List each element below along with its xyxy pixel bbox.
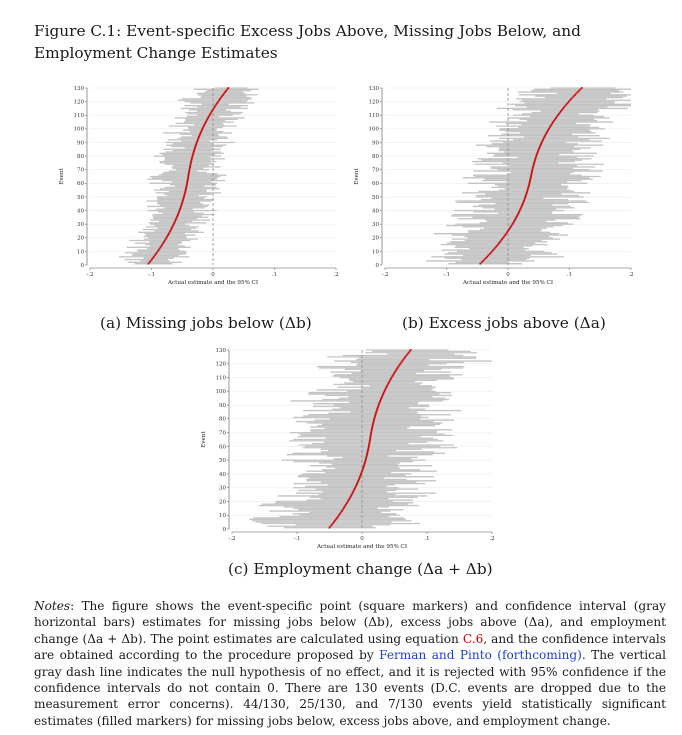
x-tick-label: -.1	[442, 272, 451, 278]
y-axis-label: Event	[201, 431, 207, 448]
y-tick-label: 10	[77, 249, 84, 256]
y-tick-label: 80	[372, 153, 379, 160]
x-tick-label: -.2	[86, 272, 94, 278]
y-tick-label: 110	[368, 113, 379, 120]
ci-bars	[426, 88, 631, 264]
x-tick-label: -.2	[228, 536, 236, 542]
y-axis-label: Event	[59, 168, 65, 185]
point-estimate-marker	[227, 87, 229, 89]
y-tick-label: 20	[372, 235, 379, 242]
x-tick-label: 0	[211, 272, 215, 278]
y-tick-label: 110	[215, 375, 226, 382]
y-tick-label: 130	[368, 85, 379, 92]
y-tick-label: 120	[73, 99, 84, 106]
x-axis-label: Actual estimate and the 95% CI	[167, 280, 259, 286]
y-axis-label: Event	[354, 168, 360, 185]
y-tick-label: 90	[372, 140, 379, 147]
y-tick-label: 0	[222, 526, 226, 533]
y-tick-label: 110	[73, 113, 84, 120]
notes-label: Notes	[34, 599, 71, 613]
y-tick-label: 70	[77, 167, 84, 174]
notes	[34, 598, 666, 729]
y-tick-label: 0	[80, 262, 84, 269]
y-tick-label: 80	[77, 153, 84, 160]
caption-a: (a) Missing jobs below (Δb)	[100, 314, 312, 332]
notes-text-1: : The figure shows the event-specific point (square markers) and confidence interval (gray horizontal bars) estimates for missing jobs below (Δb), excess jobs above (Δa), and employment change (Δa + Δb). The point estimates are calculated using equation	[34, 599, 666, 646]
y-tick-label: 40	[372, 208, 379, 215]
y-tick-label: 90	[219, 402, 226, 409]
notes-text-3: . The vertical gray dash line indicates the null hypothesis of no effect, and it is rejected with 95% confidence if the confidence intervals do not contain 0. There are 130 events (D.C. events are dropped due to the measurement error concerns). 44/130, 25/130, and 7/130 events yield statistically significant estimates (filled markers) for missing jobs below, excess jobs above, and employment change.	[34, 648, 666, 728]
y-tick-label: 40	[219, 471, 226, 478]
y-tick-label: 20	[219, 499, 226, 506]
y-tick-label: 20	[77, 235, 84, 242]
panel-c	[196, 344, 496, 551]
y-tick-label: 130	[73, 85, 84, 92]
x-axis-label: Actual estimate and the 95% CI	[316, 544, 408, 550]
x-tick-label: .2	[333, 272, 339, 278]
caption-c: (c) Employment change (Δa + Δb)	[228, 560, 493, 578]
x-tick-label: -.2	[381, 272, 389, 278]
y-tick-label: 30	[219, 485, 226, 492]
y-tick-label: 100	[368, 126, 379, 133]
y-tick-label: 100	[73, 126, 84, 133]
equation-link[interactable]: C.6	[462, 631, 484, 646]
panel-a	[54, 82, 340, 287]
y-tick-label: 50	[219, 458, 226, 465]
y-tick-label: 60	[77, 181, 84, 188]
x-tick-label: .2	[628, 272, 634, 278]
y-tick-label: 50	[77, 194, 84, 201]
x-tick-label: .2	[489, 536, 495, 542]
y-tick-label: 10	[219, 513, 226, 520]
chart-missing-jobs-below	[54, 82, 340, 287]
y-tick-label: 10	[372, 249, 379, 256]
x-tick-label: .1	[566, 272, 573, 278]
y-tick-label: 30	[372, 222, 379, 229]
x-tick-label: .1	[271, 272, 278, 278]
point-estimate-marker	[581, 87, 583, 89]
caption-b: (b) Excess jobs above (Δa)	[402, 314, 606, 332]
y-tick-label: 40	[77, 208, 84, 215]
y-tick-label: 60	[372, 181, 379, 188]
x-tick-label: 0	[360, 536, 364, 542]
point-estimate-marker	[410, 349, 412, 351]
x-tick-label: .1	[424, 536, 430, 542]
notes-text-2: , and the confidence intervals are obtained according to the procedure proposed by	[34, 631, 666, 663]
chart-excess-jobs-above	[349, 82, 635, 287]
y-tick-label: 100	[215, 389, 226, 396]
y-tick-label: 120	[215, 361, 226, 368]
figure-title: Figure C.1: Event-specific Excess Jobs Above, Missing Jobs Below, and Employment Change Estimates	[34, 22, 581, 62]
y-tick-label: 70	[372, 167, 379, 174]
y-tick-label: 120	[368, 99, 379, 106]
y-tick-label: 0	[375, 262, 379, 269]
citation-link[interactable]: Ferman and Pinto (forthcoming)	[379, 648, 582, 663]
y-tick-label: 70	[219, 430, 226, 437]
panel-b	[349, 82, 635, 287]
y-tick-label: 30	[77, 222, 84, 229]
x-tick-label: 0	[506, 272, 510, 278]
y-tick-label: 80	[219, 416, 226, 423]
y-tick-label: 50	[372, 194, 379, 201]
x-tick-label: -.1	[293, 536, 301, 542]
y-tick-label: 90	[77, 140, 84, 147]
y-tick-label: 60	[219, 444, 226, 451]
x-tick-label: -.1	[147, 272, 156, 278]
chart-employment-change	[196, 344, 496, 551]
y-tick-label: 130	[215, 347, 226, 354]
x-axis-label: Actual estimate and the 95% CI	[462, 280, 554, 286]
